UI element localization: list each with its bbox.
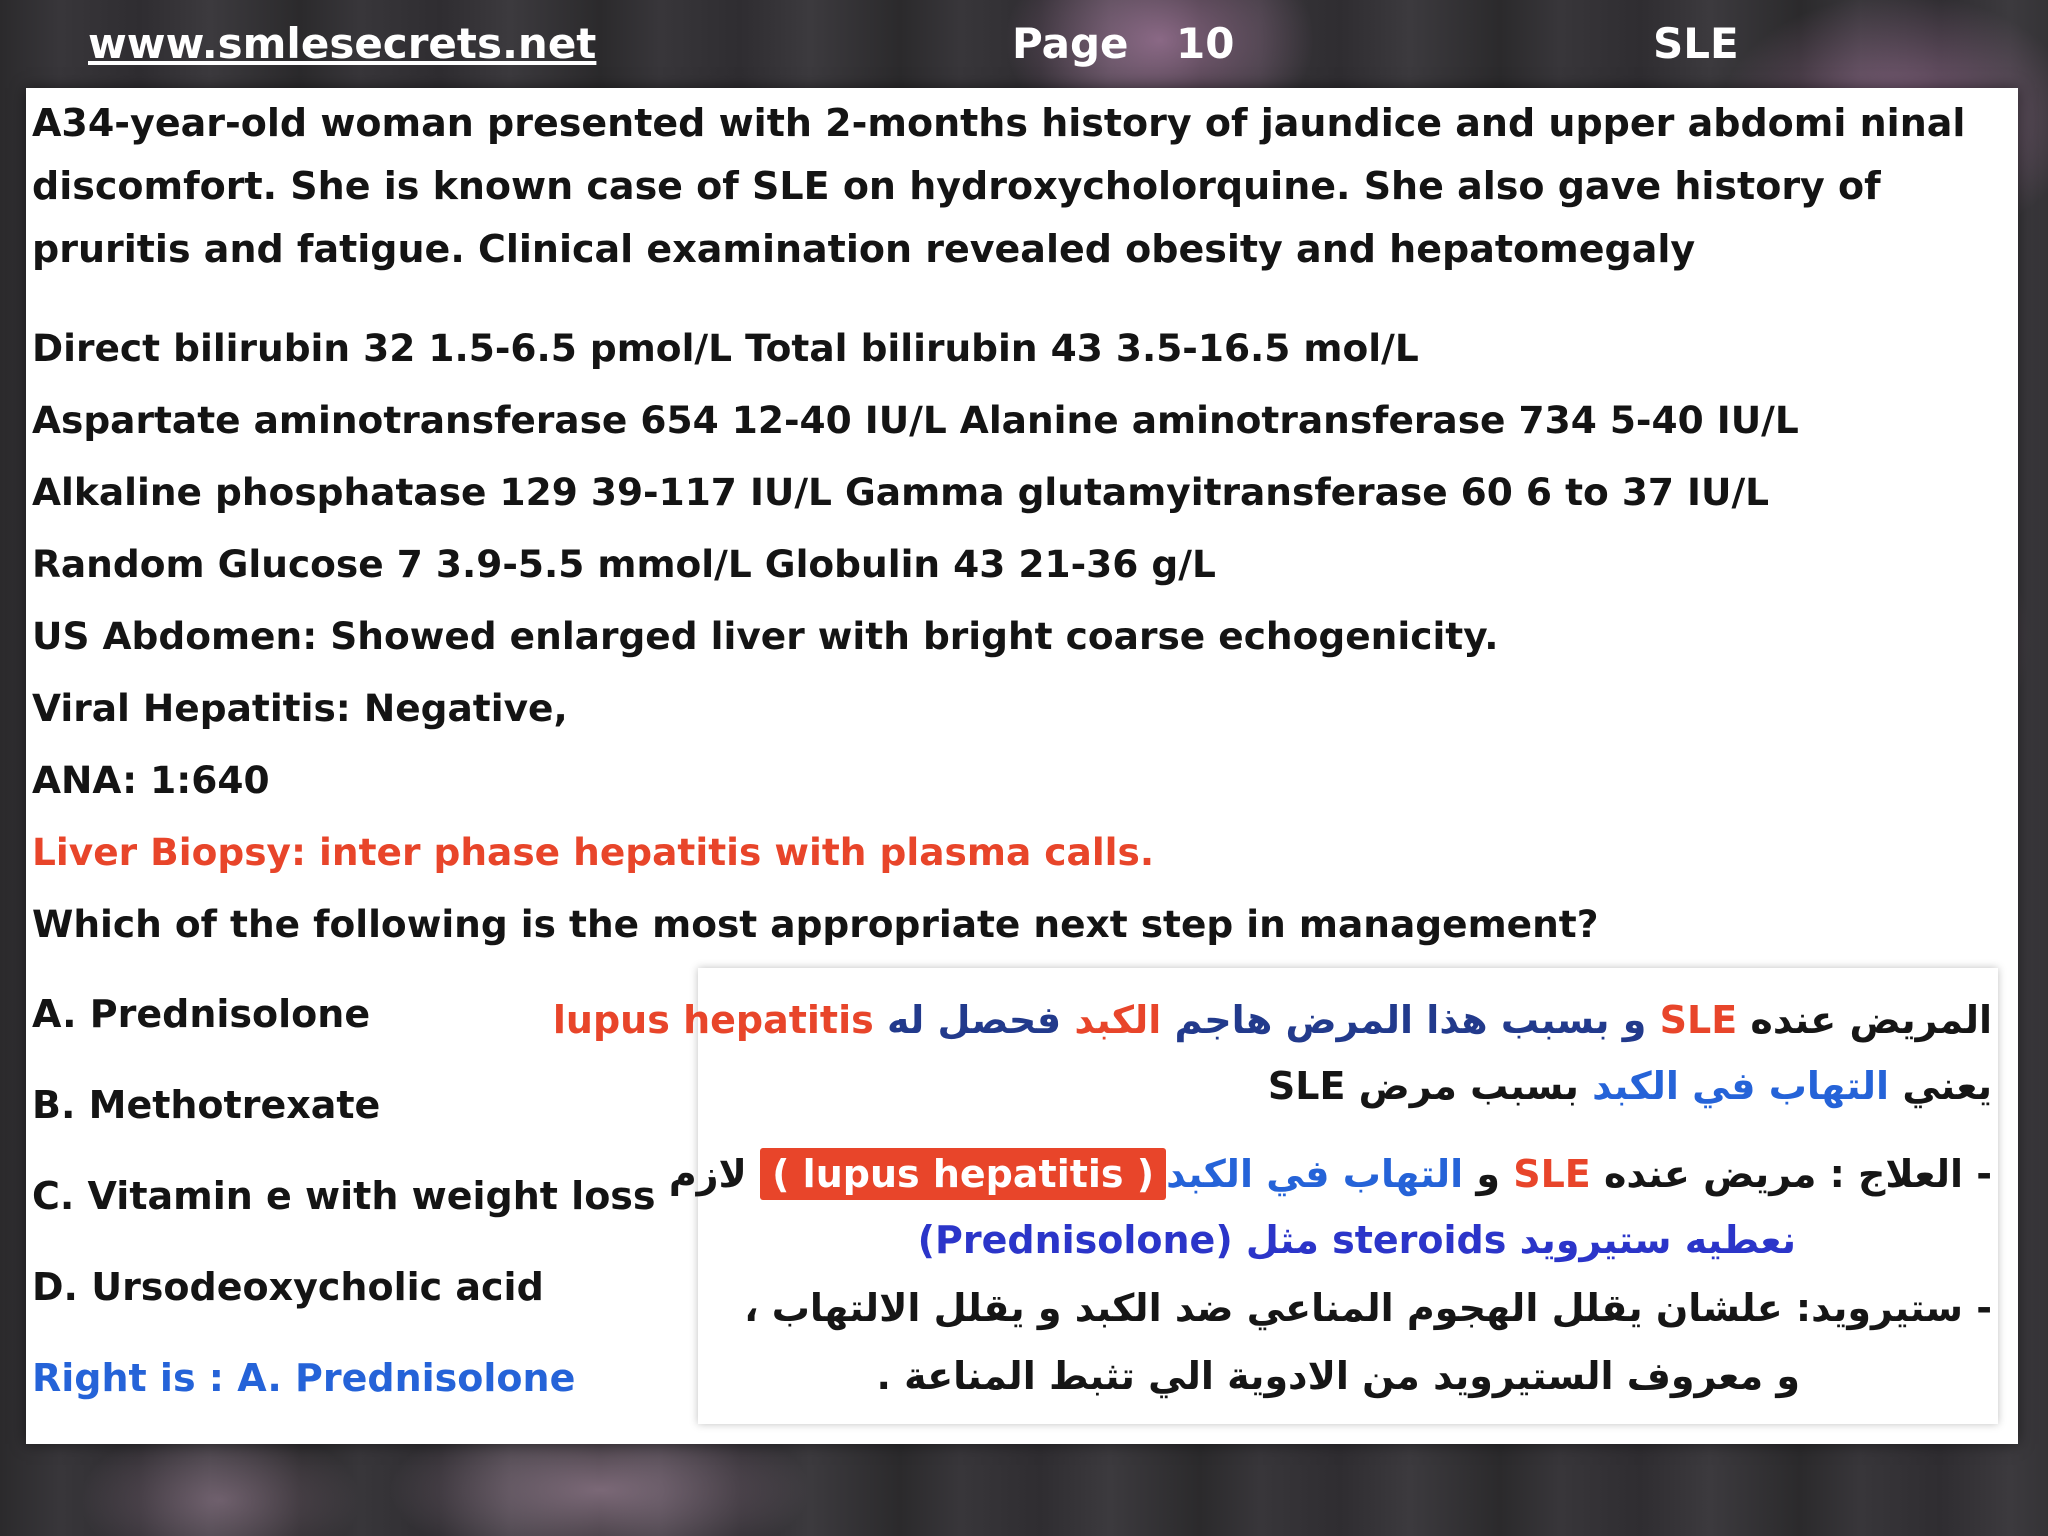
page-label: Page [1012, 19, 1129, 68]
question-stem: A34-year-old woman presented with 2-months history of jaundice and upper abdomi ninal discomfort. She is known case of SLE on hydroxycholorquine. She also gave history of pruritis and fatigue. Clinical examination revealed obesity and hepatomegaly [32, 101, 1966, 271]
steroid-line: نعطيه ستيرويد steroids مثل (Prednisolone) [917, 1218, 1796, 1262]
lupus-hepatitis-highlight: ( lupus hepatitis ) [760, 1148, 1166, 1200]
expl-liver: الكبد [1074, 998, 1162, 1042]
page-number: 10 [1176, 19, 1235, 68]
correct-answer: Right is : A. Prednisolone [32, 1356, 576, 1400]
steroid-reason-line: - ستيرويد: علشان يقلل الهجوم المناعي ضد الكبد و يقلل الالتهاب ، [744, 1286, 1992, 1330]
immunosuppression-line: و معروف الستيرويد من الادوية الي تثبط المناعة . [876, 1354, 1800, 1398]
lab-line: Alkaline phosphatase 129 39-117 IU/L Gamma glutamyitransferase 60 6 to 37 IU/L [32, 470, 1770, 514]
expl-text: - العلاج : مريض عنده [1604, 1152, 1992, 1196]
option-c[interactable]: C. Vitamin e with weight loss [32, 1174, 656, 1218]
expl-text: فحصل له [886, 998, 1062, 1042]
expl-text: لازم [668, 1152, 747, 1196]
explanation-line-2 [1268, 1064, 1992, 1108]
site-url[interactable]: www.smlesecrets.net [88, 19, 597, 68]
expl-text: المريض عنده [1750, 998, 1992, 1042]
option-a[interactable]: A. Prednisolone [32, 992, 371, 1036]
expl-inflammation: التهاب في الكبد [1592, 1064, 1890, 1108]
topic-label: SLE [1653, 19, 1739, 68]
expl-text: يعني [1902, 1064, 1992, 1108]
arabic-explanation-box [552, 968, 1998, 1424]
question-prompt: Which of the following is the most appropriate next step in management? [32, 902, 1599, 946]
expl-lupus-hepatitis: lupus hepatitis [552, 998, 874, 1042]
expl-sle: SLE [1513, 1152, 1591, 1196]
expl-text: و بسبب هذا المرض هاجم [1174, 998, 1647, 1042]
treatment-line [669, 1152, 1992, 1196]
lab-line: Direct bilirubin 32 1.5-6.5 pmol/L Total bilirubin 43 3.5-16.5 mol/L [32, 326, 1419, 370]
ana-result: ANA: 1:640 [32, 758, 270, 802]
explanation-line-1 [553, 998, 1992, 1042]
lab-line: Aspartate aminotransferase 654 12-40 IU/L Alanine aminotransferase 734 5-40 IU/L [32, 398, 1799, 442]
viral-hepatitis-result: Viral Hepatitis: Negative, [32, 686, 568, 730]
biopsy-finding: Liver Biopsy: inter phase hepatitis with plasma calls. [32, 830, 1155, 874]
option-d[interactable]: D. Ursodeoxycholic acid [32, 1265, 544, 1309]
lab-line: Random Glucose 7 3.9-5.5 mmol/L Globulin 43 21-36 g/L [32, 542, 1216, 586]
expl-sle: SLE [1659, 998, 1738, 1042]
expl-inflammation: التهاب في الكبد [1166, 1152, 1464, 1196]
imaging-finding: US Abdomen: Showed enlarged liver with bright coarse echogenicity. [32, 614, 1499, 658]
expl-text: بسبب مرض SLE [1267, 1064, 1579, 1108]
expl-text: و [1476, 1152, 1500, 1196]
option-b[interactable]: B. Methotrexate [32, 1083, 381, 1127]
